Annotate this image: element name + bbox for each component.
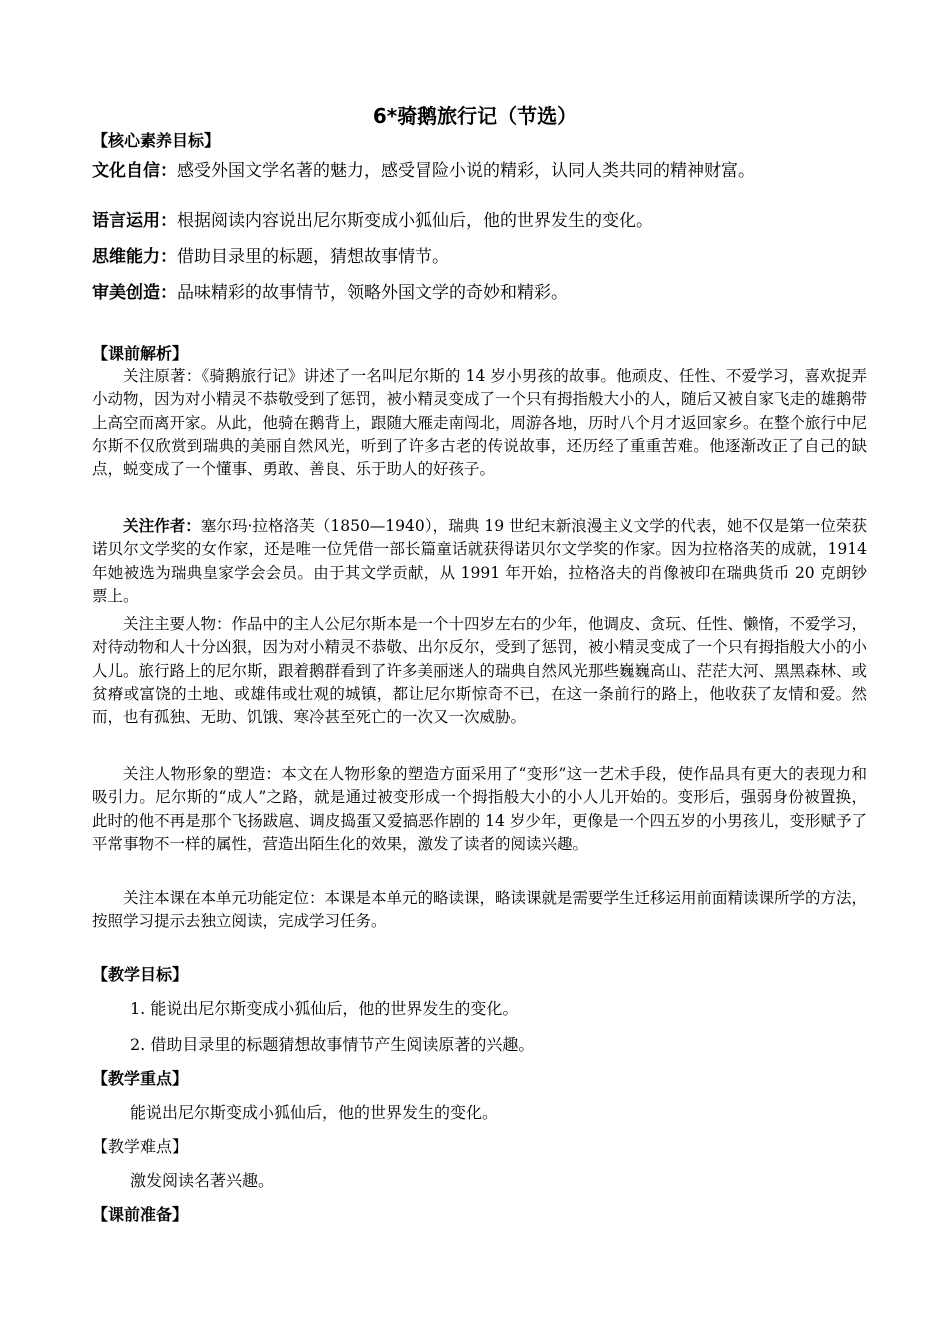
analysis-paragraph: 关注原著：《骑鹅旅行记》讲述了一名叫尼尔斯的 14 岁小男孩的故事。他顽皮、任性、不爱学习，喜欢捉弄小动物，因为对小精灵不恭敬受到了惩罚，被小精灵变成了一个只有拇指般大小的人，随后又被自家飞走的雄鹅带上高空而离开家。从此，他骑在鹅背上，跟随大雁走南闯北，周游各地，历时八个月才返回家乡。在整个旅行中尼尔斯不仅欣赏到瑞典的美丽自然风光，听到了许多古老的传说故事，还历经了重重苦难。他逐渐改正了自己的缺点，蜕变成了一个懂事、勇敢、善良、乐于助人的好孩子。: [92, 367, 868, 479]
goal-label: 审美创造：: [92, 283, 177, 303]
analysis-paragraph: 关注人物形象的塑造：本文在人物形象的塑造方面采用了“变形”这一艺术手段，使作品具有更大的表现力和吸引力。尼尔斯的“成人”之路，就是通过被变形成一个拇指般大小的小人儿开始的。变形后，强弱身份被置换，此时的他不再是那个飞扬跋扈、调皮捣蛋又爱搞恶作剧的 14 岁少年，更像是一个四五岁的小男孩儿，变形赋予了平常事物不一样的属性，营造出陌生化的效果，激发了读者的阅读兴趣。: [92, 765, 867, 853]
goal-language: [92, 210, 872, 232]
goal-thinking: [92, 246, 872, 268]
core-goals-heading: 【核心素养目标】: [92, 131, 221, 150]
goal-text: 借助目录里的标题，猜想故事情节。: [177, 247, 449, 267]
goal-culture: [92, 160, 872, 182]
preparation-heading: 【课前准备】: [92, 1205, 189, 1224]
difficulty-text: 激发阅读名著兴趣。: [130, 1171, 275, 1190]
page-title: 6*骑鹅旅行记（节选）: [372, 104, 578, 128]
teaching-goal-item: 2. 借助目录里的标题猜想故事情节产生阅读原著的兴趣。: [130, 1035, 535, 1054]
analysis-paragraph: 关注主要人物：作品中的主人公尼尔斯本是一个十四岁左右的少年，他调皮、贪玩、任性、懒惰，不爱学习，对待动物和人十分凶狠，因为对小精灵不恭敬、出尔反尔，受到了惩罚，被小精灵变成了一个只有拇指般大小的小人儿。旅行路上的尼尔斯，跟着鹅群看到了许多美丽迷人的瑞典自然风光那些巍巍高山、茫茫大河、黑黑森林、或贫瘠或富饶的土地、或雄伟或壮观的城镇，都让尼尔斯惊奇不已，在这一条前行的路上，他收获了友情和爱。然而，也有孤独、无助、饥饿、寒冷甚至死亡的一次又一次威胁。: [92, 615, 868, 727]
analysis-heading: 【课前解析】: [92, 344, 189, 363]
analysis-paragraph: 关注作者：塞尔玛·拉格洛芙（1850—1940），瑞典 19 世纪末新浪漫主义文学的代表，她不仅是第一位荣获诺贝尔文学奖的女作家，还是唯一位凭借一部长篇童话就获得诺贝尔文学奖的作家。因为拉格洛芙的成就，1914 年她被选为瑞典皇家学会会员。由于其文学贡献，从 1991 年开始，拉格洛夫的肖像被印在瑞典货币 20 克朗钞票上。: [92, 516, 867, 605]
goal-label: 文化自信：: [92, 161, 177, 181]
difficulty-heading: 【教学难点】: [92, 1137, 189, 1156]
analysis-paragraph: 关注本课在本单元功能定位：本课是本单元的略读课，略读课就是需要学生迁移运用前面精读课所学的方法，按照学习提示去独立阅读，完成学习任务。: [92, 889, 868, 931]
goal-label: 语言运用：: [92, 211, 177, 231]
teaching-goals-heading: 【教学目标】: [92, 965, 189, 984]
goal-aesthetic: [92, 282, 872, 304]
key-point-text: 能说出尼尔斯变成小狐仙后，他的世界发生的变化。: [130, 1103, 499, 1122]
goal-text: 品味精彩的故事情节，领略外国文学的奇妙和精彩。: [177, 283, 568, 303]
goal-label: 思维能力：: [92, 247, 177, 267]
goal-text: 感受外国文学名著的魅力，感受冒险小说的精彩，认同人类共同的精神财富。: [177, 161, 755, 181]
teaching-goal-item: 1. 能说出尼尔斯变成小狐仙后，他的世界发生的变化。: [130, 999, 519, 1018]
goal-text: 根据阅读内容说出尼尔斯变成小狐仙后，他的世界发生的变化。: [177, 211, 653, 231]
key-point-heading: 【教学重点】: [92, 1069, 189, 1088]
